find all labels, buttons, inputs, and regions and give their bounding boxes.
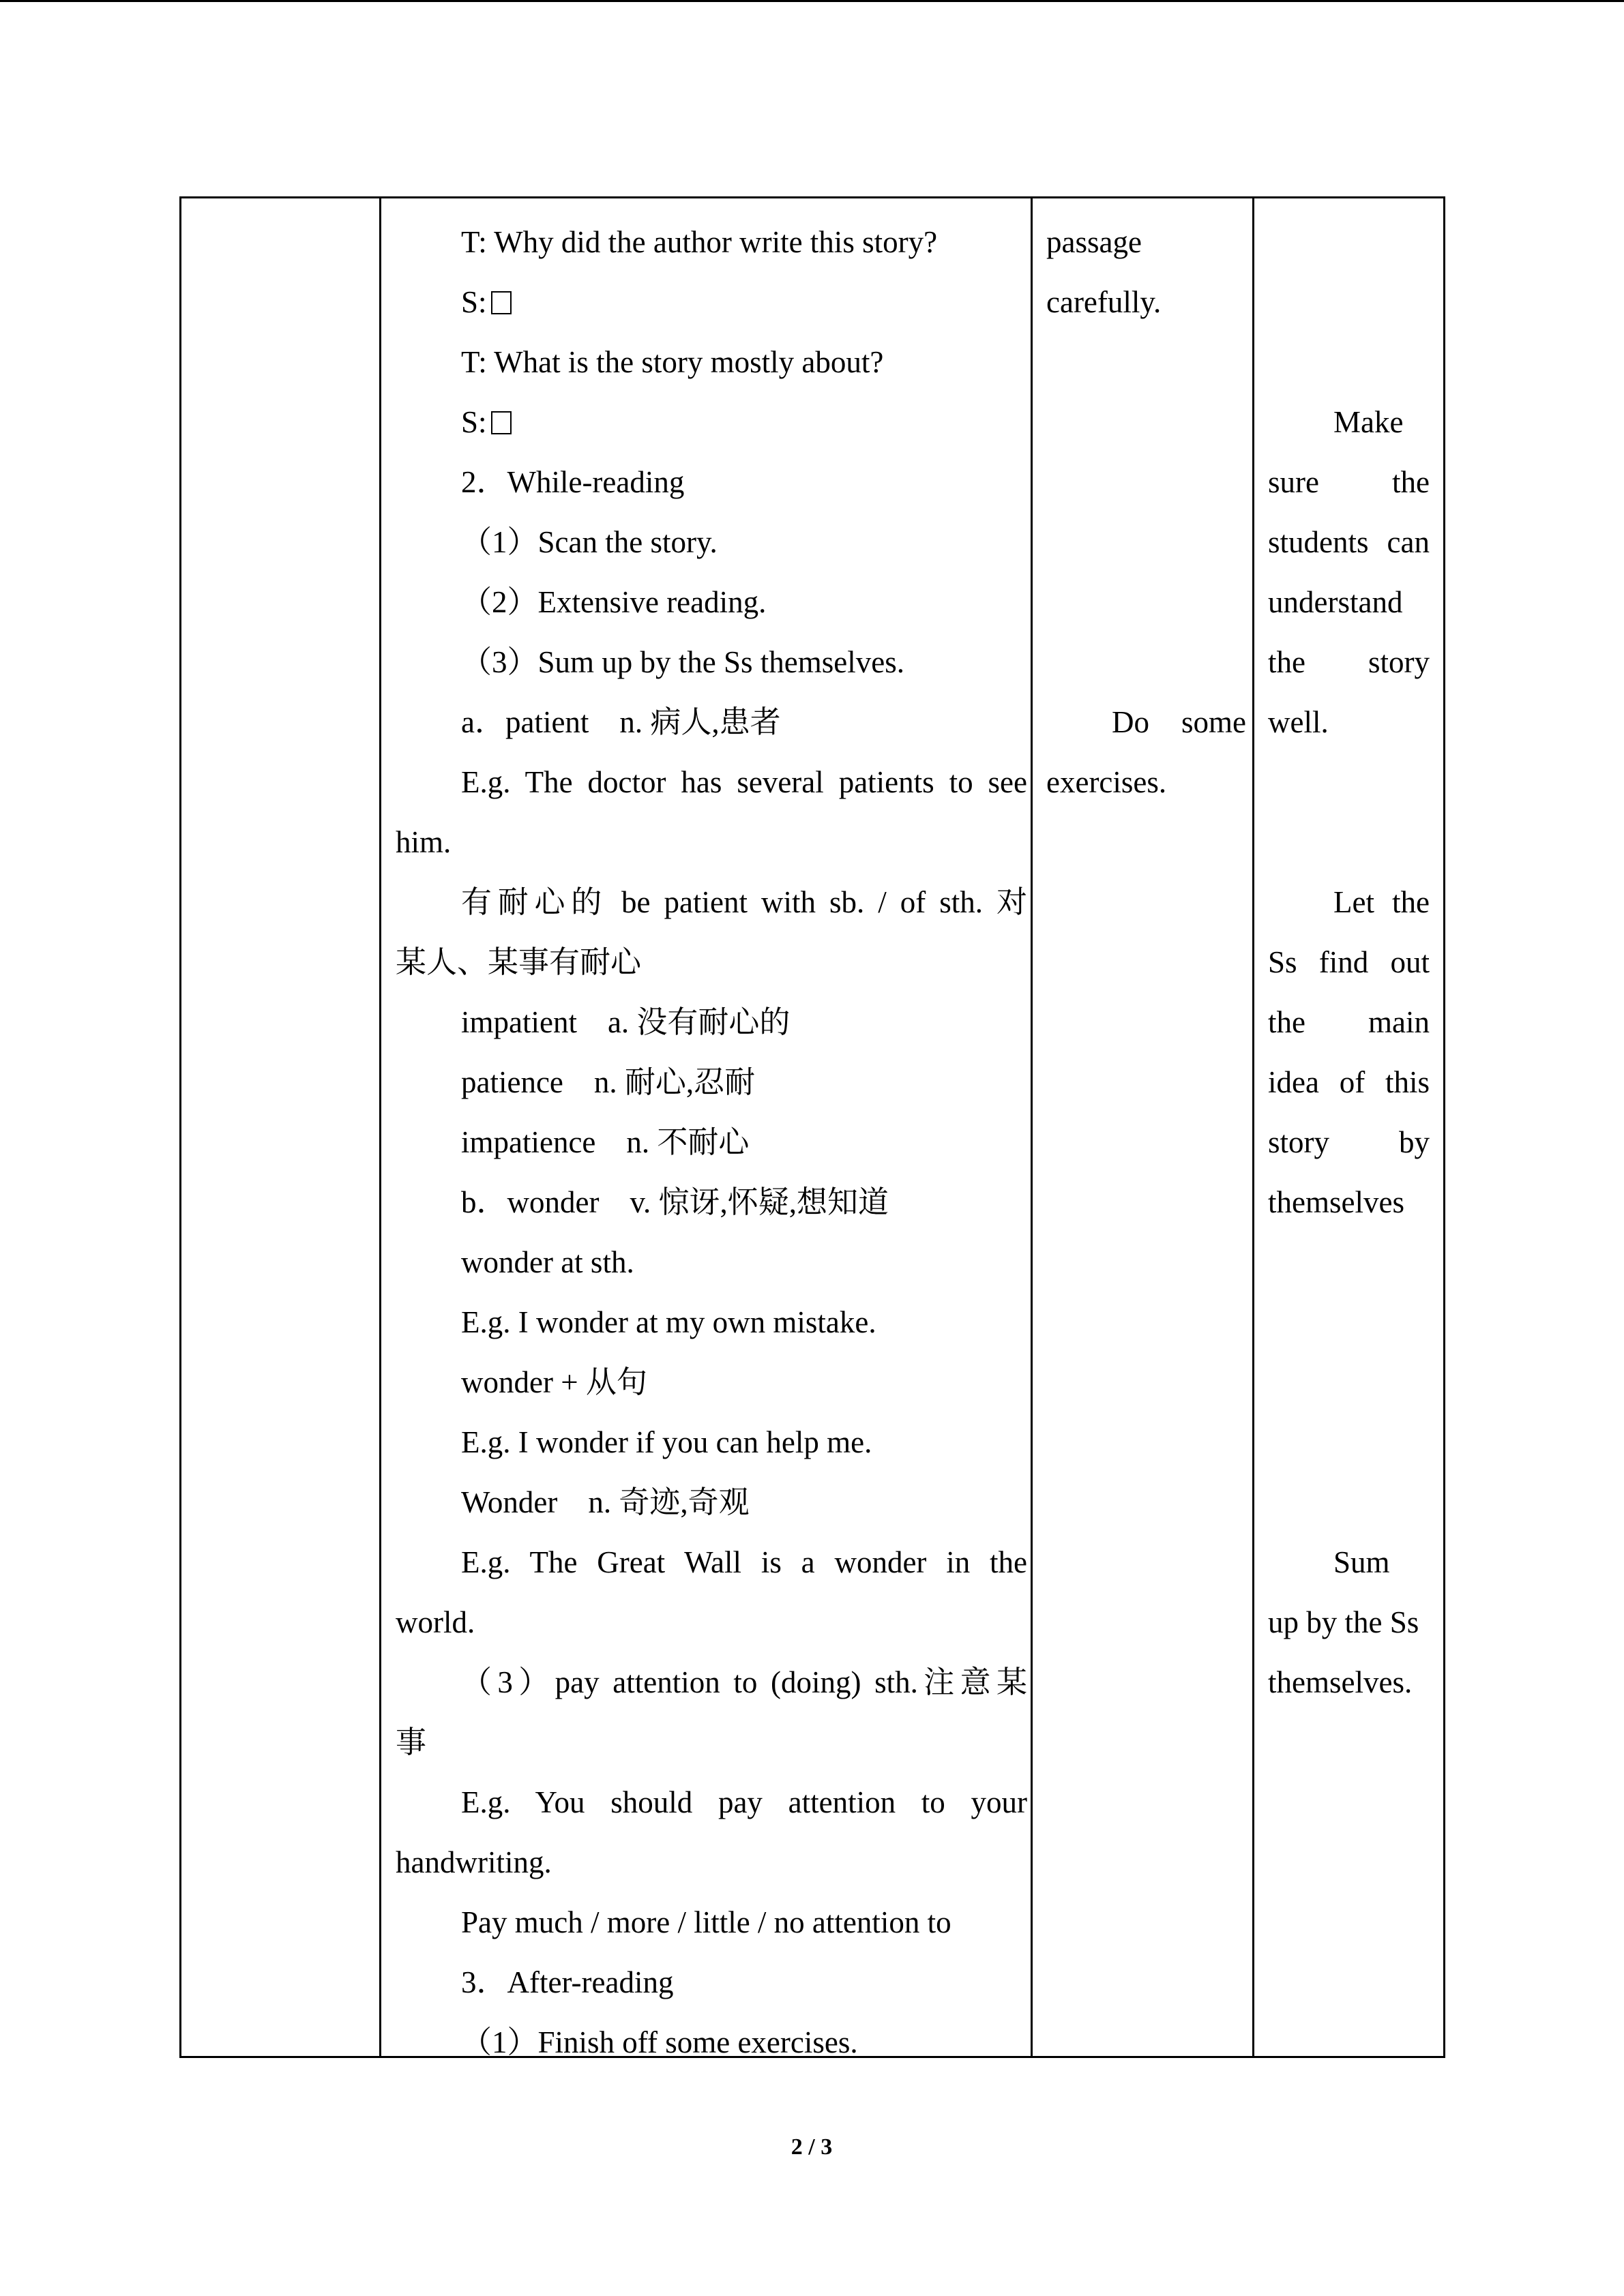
top-border-line: [0, 0, 1624, 2]
purpose-text: understand: [1268, 585, 1403, 619]
purpose-text: themselves: [1268, 1185, 1404, 1219]
step-item: （1）Scan the story.: [461, 525, 718, 559]
activity-text: passage: [1046, 225, 1142, 259]
teacher-question: T: What is the story mostly about?: [461, 345, 884, 379]
lesson-plan-table: [179, 196, 1445, 2058]
vocab-entry: Wonder n. 奇迹,奇观: [461, 1485, 750, 1519]
purpose-text: Make: [1333, 405, 1404, 439]
step-heading: 3．After-reading: [461, 1965, 674, 1999]
student-answer: [461, 272, 512, 332]
page-number: 2 / 3: [791, 2134, 833, 2160]
teacher-question: T: Why did the author write this story?: [461, 225, 938, 259]
activity-text: Do some: [1112, 705, 1246, 739]
vocab-phrase-cont: 某人、某事有耐心: [396, 945, 642, 979]
activity-text: exercises.: [1046, 765, 1167, 799]
vocab-phrase: wonder + 从句: [461, 1365, 647, 1399]
example-sentence: E.g. I wonder if you can help me.: [461, 1425, 872, 1459]
vocab-phrase: Pay much / more / little / no attention to: [461, 1905, 951, 1939]
purpose-text: Let the: [1333, 885, 1430, 919]
example-sentence: E.g. The doctor has several patients to see: [461, 765, 1027, 799]
purpose-text: Ss find out: [1268, 945, 1430, 979]
answer-blank-box: [491, 291, 512, 314]
purpose-text: themselves.: [1268, 1665, 1413, 1699]
step-item: （3）Sum up by the Ss themselves.: [461, 645, 904, 679]
vocab-entry: patience n. 耐心,忍耐: [461, 1065, 756, 1099]
student-answer-label: S:: [461, 285, 487, 319]
vocab-entry: impatience n. 不耐心: [461, 1125, 750, 1159]
purpose-text: sure the: [1268, 465, 1430, 499]
purpose-text: students can: [1268, 525, 1430, 559]
example-sentence-cont: him.: [396, 825, 452, 859]
example-sentence: E.g. You should pay attention to your: [461, 1785, 1027, 1819]
vocab-phrase-cont: 事: [396, 1725, 427, 1759]
purpose-text: well.: [1268, 705, 1329, 739]
example-sentence: E.g. The Great Wall is a wonder in the: [461, 1545, 1027, 1579]
purpose-text: story by: [1268, 1125, 1430, 1159]
column-divider-3: [1252, 198, 1254, 2056]
example-sentence: E.g. I wonder at my own mistake.: [461, 1305, 876, 1339]
purpose-text: the story: [1268, 645, 1430, 679]
example-sentence-cont: handwriting.: [396, 1845, 552, 1879]
vocab-phrase: 有耐心的 be patient with sb. / of sth. 对: [461, 885, 1027, 919]
column-divider-1: [379, 198, 381, 2056]
vocab-entry: a．patient n. 病人,患者: [461, 705, 781, 739]
purpose-text: up by the Ss: [1268, 1605, 1419, 1639]
purpose-text: the main: [1268, 1005, 1430, 1039]
purpose-text: Sum: [1333, 1545, 1390, 1579]
column-divider-2: [1031, 198, 1033, 2056]
student-answer: [461, 392, 512, 452]
vocab-entry: b．wonder v. 惊讶,怀疑,想知道: [461, 1185, 889, 1219]
activity-text: carefully.: [1046, 285, 1162, 319]
vocab-phrase: （3）pay attention to (doing) sth.注意某: [461, 1665, 1027, 1699]
answer-blank-box: [491, 411, 512, 434]
vocab-entry: impatient a. 没有耐心的: [461, 1005, 791, 1039]
student-answer-label: S:: [461, 405, 487, 439]
step-item: （2）Extensive reading.: [461, 585, 767, 619]
step-item: （1）Finish off some exercises.: [461, 2025, 858, 2059]
purpose-text: idea of this: [1268, 1065, 1430, 1099]
step-heading: 2．While-reading: [461, 465, 685, 499]
vocab-phrase: wonder at sth.: [461, 1245, 634, 1279]
example-sentence-cont: world.: [396, 1605, 475, 1639]
